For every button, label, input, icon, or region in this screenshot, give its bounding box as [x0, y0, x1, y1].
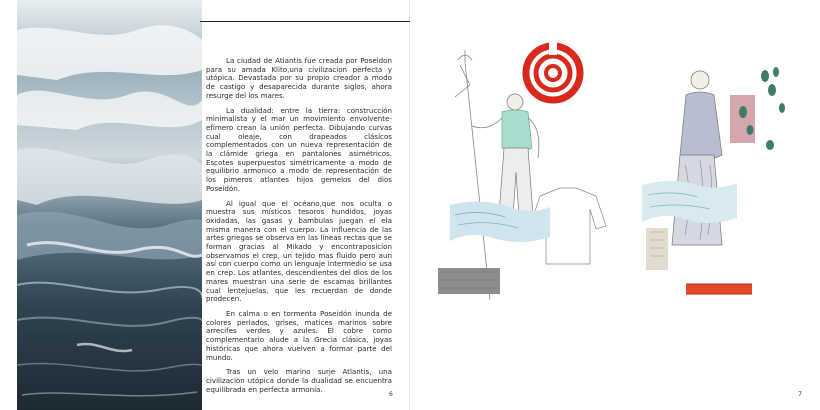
- red-spiral-symbol: [526, 41, 580, 100]
- article-paragraph: Tras un velo marino surje Atlantis, una civilizacion utópica donde la dualidad se encuentra equilibrada en perfecta armonía.: [206, 367, 392, 394]
- article-paragraph: La ciudad de Atlantis fue creada por Poseidon para su amada Klito,una civilizacion perfecta y utópica. Devastada por su propio creador a modo de castigo y desaparecida durante siglos, ahora resurge del los mares.: [206, 56, 392, 100]
- right-page: [410, 0, 820, 410]
- page-number-left: 6: [389, 391, 393, 398]
- sea-wave-photo: [17, 0, 202, 410]
- pink-paper-swatch: [730, 95, 755, 143]
- article-paragraph: La dualidad: entre la tierra: construcción minimalista y el mar un movimiento envolvente-efímero crean la unión perfecta. Dibujando curvas cual oleaje, con drapeados clásicos complementados con un nueva representación de la clámide griega en pantalones asimétricos. Escotes superpuestos simétricamente a modo de equilibrio armonico a modo de representación de los pimeros atlantes hijos gemelos del dios Poseidón.: [206, 105, 392, 193]
- red-brush-stroke: [686, 284, 752, 294]
- article-paragraph: Al igual que el océano,que nos oculta o muestra sus místicos tesoros hundidos, joyas oxidadas, las gasas y bambulas juegan el ela misma manera con el cuerpo. La influencia de las artes griegas se observa en las líneas rectas que se forman gracias al Mikado y encontraposicion observamos el crep, un tejido mas fluido pero aun así con cuerpo como un lenguaje intermedio se usa en crep. Los atlantes, descendientes del dios de los mares muestran una serie de escamas brillantes cual lentejuelas, que les recuerdan de donde prodecen.: [206, 198, 392, 304]
- fashion-illustration-collage: [410, 0, 820, 410]
- blue-wave-swatch: [450, 201, 550, 242]
- lace-swatch: [646, 228, 668, 270]
- article-body: [206, 57, 392, 396]
- page-number-right: 7: [798, 391, 802, 398]
- blue-wave-swatch-right: [642, 181, 737, 223]
- article-paragraph: En calma o en tormenta Poseidón inunda de colores perlados, grises, matices marinos sobre arrecifes verdes y azules. El cobre como complementario alude a la Grecia clásica, joyas históricas que ahora vuelven a formar parte del mundo.: [206, 308, 392, 362]
